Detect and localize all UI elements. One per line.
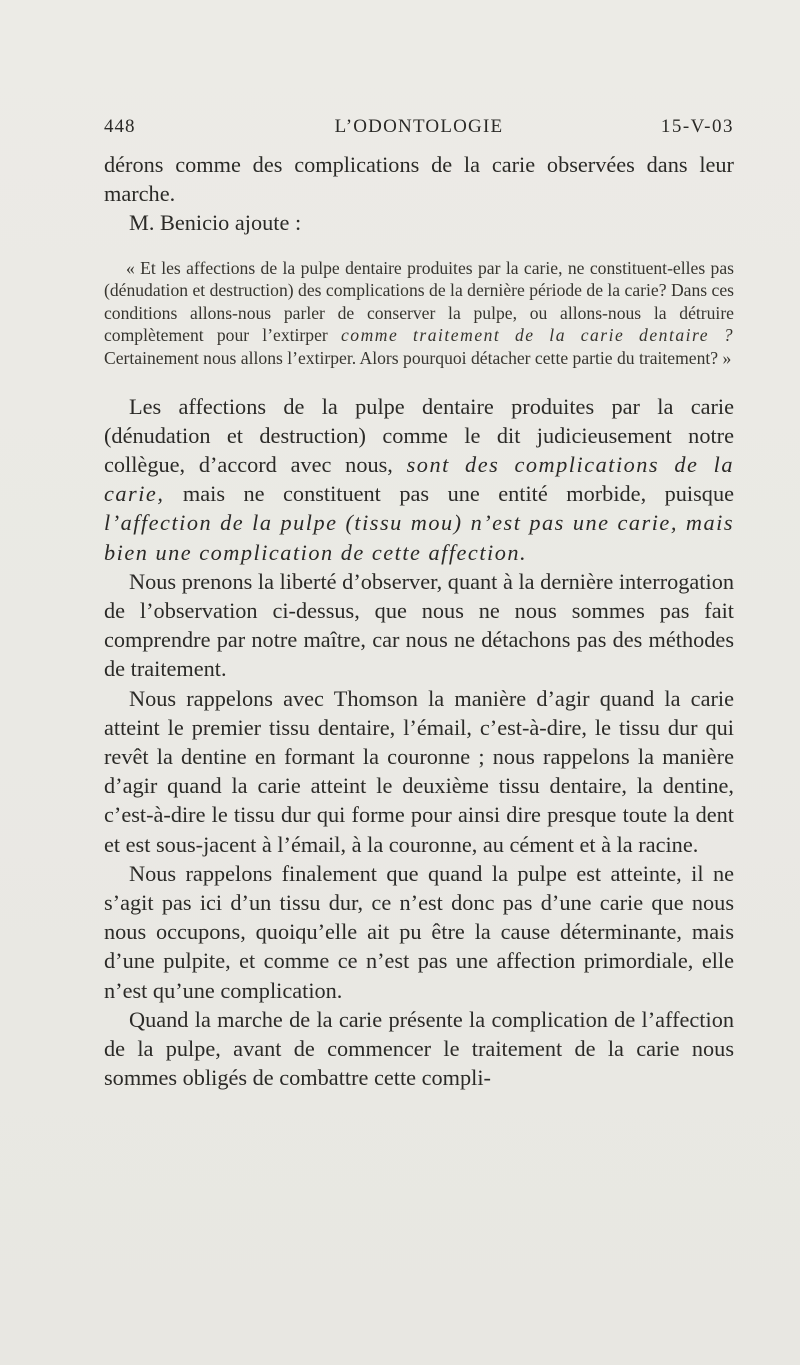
page-number: 448	[104, 116, 136, 137]
quote-text-c: Certainement nous allons l’extirper. Alors pourquoi détacher cette partie du traitement? »	[104, 347, 732, 368]
paragraph-thomson: Nous rappelons avec Thomson la manière d’agir quand la carie atteint le premier tissu dentaire, l’émail, c’est-à-dire, le tissu dur qui revêt la dentine en formant la couronne ; nous rappelons la manière d’agir quand la carie atteint le deuxième tissu dentaire, la dentine, c’est-à-dire le tissu dur qui forme pour ainsi dire presque toute la dent et est sous-jacent à l’émail, à la couronne, au cément et à la racine.	[104, 685, 734, 857]
page-body	[104, 150, 734, 1092]
paragraph-marche: Quand la marche de la carie présente la complication de l’affection de la pulpe, avant de commencer le traitement de la carie nous sommes obligés de combattre cette compli-	[104, 1006, 734, 1091]
running-header	[104, 116, 734, 142]
p3-italic-b: sont des complications de la carie,	[104, 451, 734, 507]
journal-title: L’ODONTOLOGIE	[334, 116, 504, 137]
paragraph-continued: dérons comme des complications de la carie observées dans leur marche.	[104, 152, 734, 207]
p3-text-a: Les affections de la pulpe dentaire produites par la carie (dénudation et destruction) comme le dit judicieusement notre collègue, d’accord avec nous,	[104, 393, 734, 477]
paragraph-liberte: Nous prenons la liberté d’observer, quant à la dernière interrogation de l’observation ci-dessus, que nous ne nous sommes pas fait comprendre par notre maître, car nous ne détachons pas des méthodes de traitement.	[104, 568, 734, 682]
paragraph-pulpe: Nous rappelons finalement que quand la pulpe est atteinte, il ne s’agit pas ici d’un tissu dur, ce n’est donc pas d’une carie que nous nous occupons, quoiqu’elle ait pu être la cause déterminante, mais d’une pulpite, et comme ce n’est pas une affection primordiale, elle n’est qu’une complication.	[104, 860, 734, 1003]
block-quote	[104, 257, 734, 370]
p3-italic-d: l’affection de la pulpe (tissu mou) n’est pas une carie, mais bien une complication de cette affection.	[104, 510, 734, 565]
p3-text-c: mais ne constituent pas une entité morbide, puisque	[164, 481, 734, 507]
paragraph-benicio: M. Benicio ajoute :	[129, 210, 302, 236]
quote-text-a: « Et les affections de la pulpe dentaire produites par la carie, ne constituent-elles pas (dénudation et destruction) des complications de la dernière période de la carie? Dans ces conditions allons-nous parler de conserver la pulpe, ou allons-nous la détruire complètement pour l’extirper	[104, 257, 734, 346]
issue-date: 15-V-03	[660, 116, 734, 137]
paragraph-affections	[104, 392, 734, 567]
quote-italic: comme traitement de la carie dentaire ?	[340, 325, 735, 346]
